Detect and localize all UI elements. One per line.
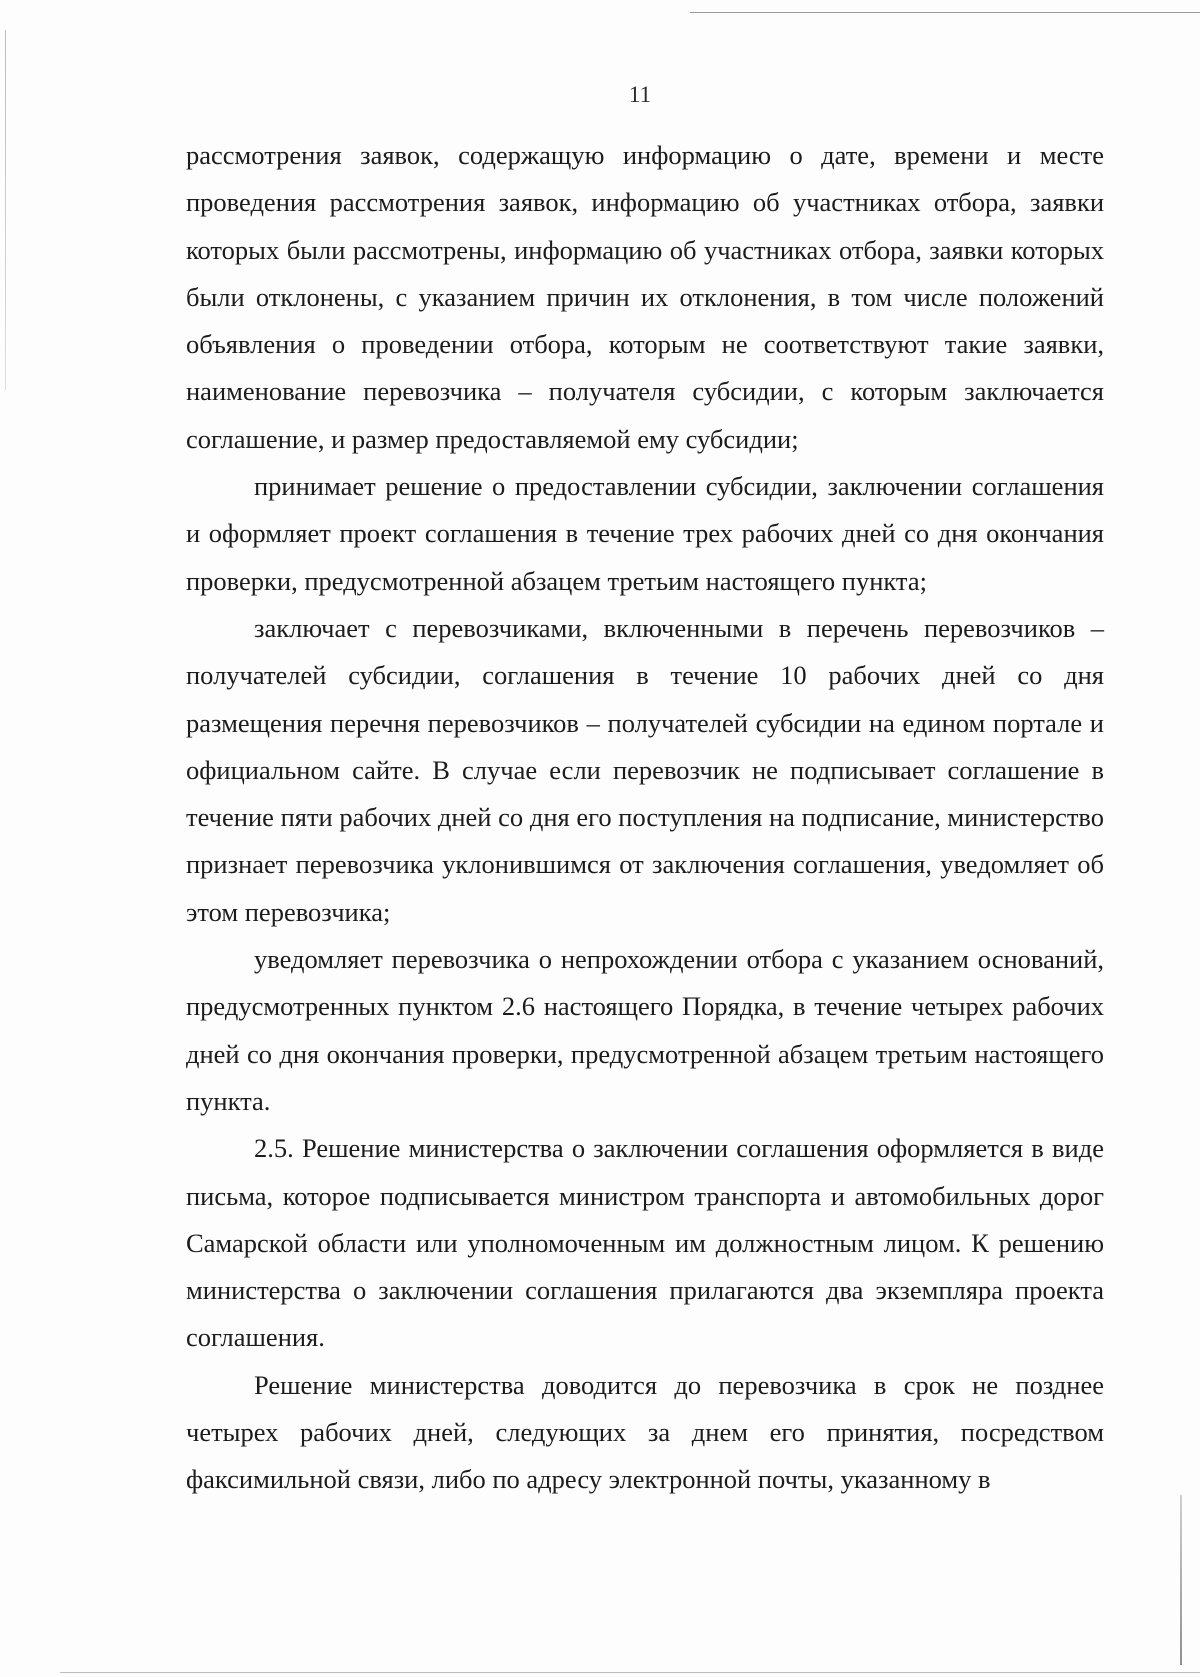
scan-edge-right bbox=[1180, 1495, 1182, 1665]
paragraph-5: 2.5. Решение министерства о заключении соглашения оформляется в виде письма, которое подписывается министром транспорта и автомобильных дорог Самарской области или уполномоченным им должностным лицом. К решению министерства о заключении соглашения прилагаются два экземпляра проекта соглашения. bbox=[186, 1133, 1104, 1353]
paragraph-4: уведомляет перевозчика о непрохождении отбора с указанием оснований, предусмотренных пунктом 2.6 настоящего Порядка, в течение четырех рабочих дней со дня окончания проверки, предусмотренной абзацем третьим настоящего пункта. bbox=[186, 944, 1104, 1116]
paragraph-6: Решение министерства доводится до перевозчика в срок не позднее четырех рабочих дней, следующих за днем его принятия, посредством факсимильной связи, либо по адресу электронной почты, указанному в bbox=[186, 1369, 1104, 1495]
paragraph-3: заключает с перевозчиками, включенными в перечень перевозчиков – получателей субсидии, соглашения в течение 10 рабочих дней со дня размещения перечня перевозчиков – получателей субсидии на едином портале и официальном сайте. В случае если перевозчик не подписывает соглашение в течение пяти рабочих дней со дня его поступления на подписание, министерство признает перевозчика уклонившимся от заключения соглашения, уведомляет об этом перевозчика; bbox=[186, 612, 1104, 927]
paragraph-1: рассмотрения заявок, содержащую информацию о дате, времени и месте проведения рассмотрения заявок, информацию об участниках отбора, заявки которых были рассмотрены, информацию об участниках отбора, заявки которых были отклонены, с указанием причин их отклонения, в том числе положений объявления о проведении отбора, которым не соответствуют такие заявки, наименование перевозчика – получателя субсидии, с которым заключается соглашение, и размер предоставляемой ему субсидии; bbox=[186, 140, 1104, 454]
paragraph-2: принимает решение о предоставлении субсидии, заключении соглашения и оформляет проект соглашения в течение трех рабочих дней со дня окончания проверки, предусмотренной абзацем третьим настоящего пункта; bbox=[186, 471, 1104, 596]
document-body bbox=[186, 132, 1104, 1504]
scan-edge-bottom bbox=[60, 1672, 1200, 1673]
scan-edge-top bbox=[690, 12, 1200, 13]
page-number: 11 bbox=[628, 82, 652, 107]
